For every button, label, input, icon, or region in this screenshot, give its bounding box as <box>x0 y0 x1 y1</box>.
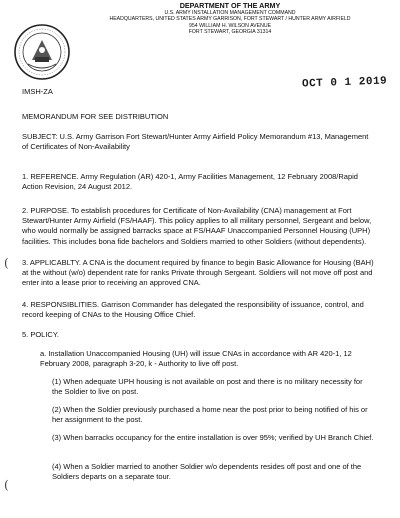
binder-mark-bottom: ( <box>4 478 9 492</box>
paragraph-reference: 1. REFERENCE. Army Regulation (AR) 420-1, Army Facilities Management, 12 February 2008/Rapid Action Revision, 24 August 2012. <box>22 172 358 192</box>
letterhead-headquarters: HEADQUARTERS, UNITED STATES ARMY GARRISON, FORT STEWART / HUNTER ARMY AIRFIELD <box>109 16 351 23</box>
memo-subject: SUBJECT: U.S. Army Garrison Fort Stewart/Hunter Army Airfield Policy Memorandum #13, Management of Certificates of Non-Availability <box>22 132 369 152</box>
office-symbol: IMSH-ZA <box>22 87 53 96</box>
paragraph-policy-a2: (2) When the Soldier previously purchased a home near the post prior to being notified of his or her assignment to the post. <box>52 405 368 425</box>
paragraph-policy-a: a. Installation Unaccompanied Housing (UH) will issue CNAs in accordance with AR 420-1, 12 February 2008, paragraph 3-20, k - Authority to live off post. <box>40 349 352 369</box>
letterhead <box>60 2 400 36</box>
letterhead-command: U.S. ARMY INSTALLATION MANAGEMENT COMMAND <box>164 10 296 16</box>
paragraph-purpose: 2. PURPOSE. To establish procedures for Certificate of Non-Availability (CNA) management at Fort Stewart/Hunter Army Airfield (FS/HAAF). This policy applies to all military personnel, Sergeant and below, who would normally be assigned barracks space at FS/HAAF Unaccompanied Personnel Housing (UPH) facilities. This includes bona fide bachelors and Soldiers married to other Soldiers (without dependents). <box>22 206 372 246</box>
letterhead-city: FORT STEWART, GEORGIA 31314 <box>188 29 272 36</box>
paragraph-policy: 5. POLICY. <box>22 330 59 339</box>
binder-mark-top: ( <box>4 256 9 270</box>
letterhead-org: DEPARTMENT OF THE ARMY <box>179 1 281 10</box>
letterhead-street: 954 WILLIAM H. WILSON AVENUE <box>188 22 272 29</box>
paragraph-policy-a3: (3) When barracks occupancy for the entire installation is over 95%; verified by UH Branch Chief. <box>52 433 374 442</box>
paragraph-policy-a4: (4) When a Soldier married to another Soldier w/o dependents resides off post and one of the Soldiers departs on a separate tour. <box>52 462 362 482</box>
date-stamp: OCT 0 1 2019 <box>301 75 388 91</box>
paragraph-policy-a1: (1) When adequate UPH housing is not available on post and there is no military necessity for the Soldier to live on post. <box>52 377 363 397</box>
paragraph-responsibilities: 4. RESPONSIBLITIES. Garrison Commander has delegated the responsibility of issuance, control, and record keeping of CNAs to the Housing Office Chief. <box>22 300 364 320</box>
memo-for: MEMORANDUM FOR SEE DISTRIBUTION <box>22 112 169 121</box>
paragraph-applicability: 3. APPLICABLTY. A CNA is the document required by finance to begin Basic Allowance for Housing (BAH) at the without (w/o) dependent rate for ranks Private through Sergeant. Soldiers will not move off post and enter into a lease prior to receiving an approved CNA. <box>22 258 374 288</box>
